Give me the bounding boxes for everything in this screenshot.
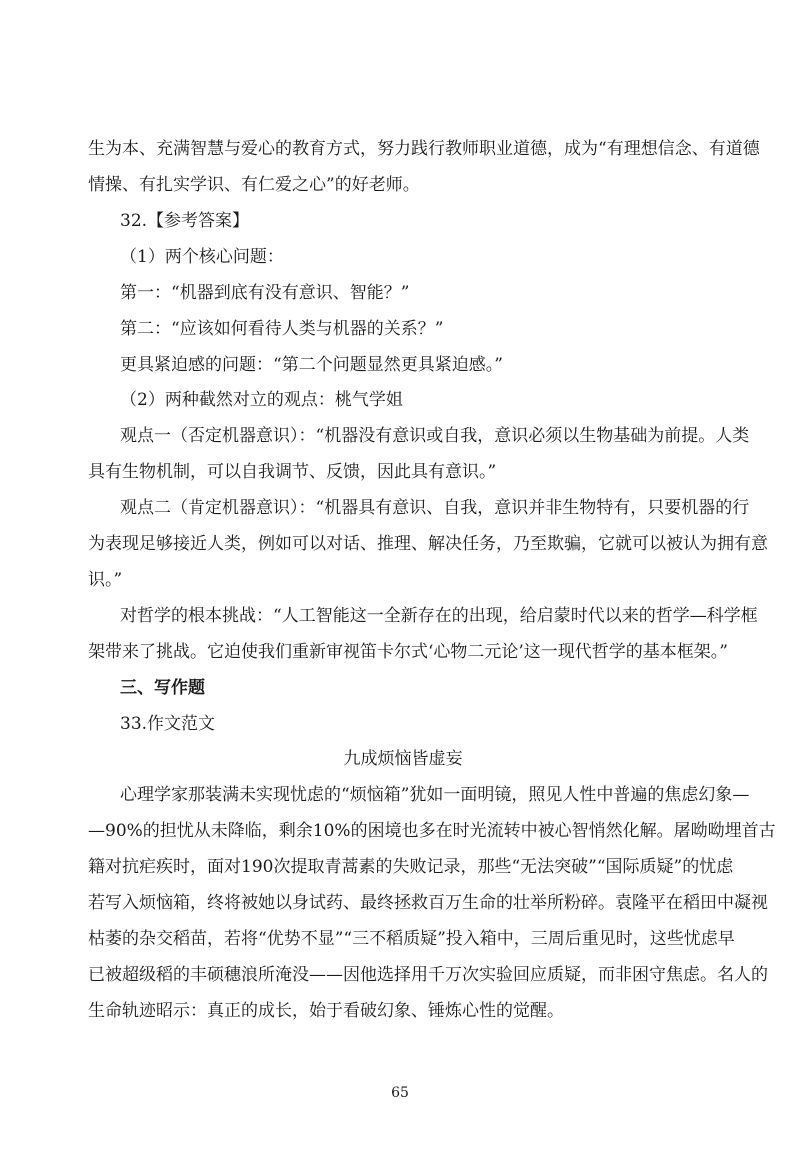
answer-heading: 32.【参考答案】 <box>120 211 250 231</box>
text-line: 籍对抗疟疾时，面对190次提取青蒿素的失败记录，那些“无法突破”“国际质疑”的忧虑 <box>88 857 734 877</box>
text-line: 对哲学的根本挑战：“人工智能这一全新存在的出现，给启蒙时代以来的哲学—科学框 <box>120 606 758 626</box>
text-line: 生命轨迹昭示：真正的成长，始于看破幻象、锤炼心性的觉醒。 <box>88 1001 564 1021</box>
essay-title: 九成烦恼皆虚妄 <box>343 749 463 769</box>
text-line: 为表现足够接近人类，例如可以对话、推理、解决任务，乃至欺骗，它就可以被认为拥有意 <box>88 534 768 554</box>
text-line: 具有生物机制，可以自我调节、反馈，因此具有意识。” <box>88 462 497 482</box>
text-line: 已被超级稻的丰硕穗浪所淹没——因他选择用千万次实验回应质疑，而非困守焦虑。名人的 <box>88 965 768 985</box>
text-line: 情操、有扎实学识、有仁爱之心”的好老师。 <box>88 175 420 195</box>
text-line: 观点二（肯定机器意识）：“机器具有意识、自我，意识并非生物特有，只要机器的行 <box>120 498 750 518</box>
text-line: 更具紧迫感的问题：“第二个问题显然更具紧迫感。” <box>120 355 503 375</box>
section-heading: 三、写作题 <box>120 678 205 698</box>
text-line: 观点一（否定机器意识）：“机器没有意识或自我，意识必须以生物基础为前提。人类 <box>120 426 750 446</box>
text-line: 心理学家那装满未实现忧虑的“烦恼箱”犹如一面明镜，照见人性中普遍的焦虑幻象— <box>120 785 750 805</box>
text-line: 第二：“应该如何看待人类与机器的关系？” <box>120 319 444 339</box>
text-line: 生为本、充满智慧与爱心的教育方式，努力践行教师职业道德，成为“有理想信念、有道德 <box>88 139 760 159</box>
text-line: （2）两种截然对立的观点：桃气学姐 <box>120 390 403 410</box>
text-line: （1）两个核心问题： <box>120 247 284 267</box>
page-number: 65 <box>391 1085 409 1101</box>
essay-label: 33.作文范文 <box>120 714 216 734</box>
text-line: 若写入烦恼箱，终将被她以身试药、最终拯救百万生命的壮举所粉碎。袁隆平在稻田中凝视 <box>88 893 768 913</box>
text-line: 第一：“机器到底有没有意识、智能？” <box>120 283 410 303</box>
text-line: 架带来了挑战。它迫使我们重新审视笛卡尔式‘心物二元论’这一现代哲学的基本框架。” <box>88 642 728 662</box>
text-line: 枯萎的杂交稻苗，若将“优势不显”“三不稻质疑”投入箱中，三周后重见时，这些忧虑早 <box>88 929 735 949</box>
text-line: 识。” <box>88 570 123 590</box>
text-line: —90%的担忧从未降临，剩余10%的困境也多在时光流转中被心智悄然化解。屠呦呦埋首古 <box>88 821 776 841</box>
